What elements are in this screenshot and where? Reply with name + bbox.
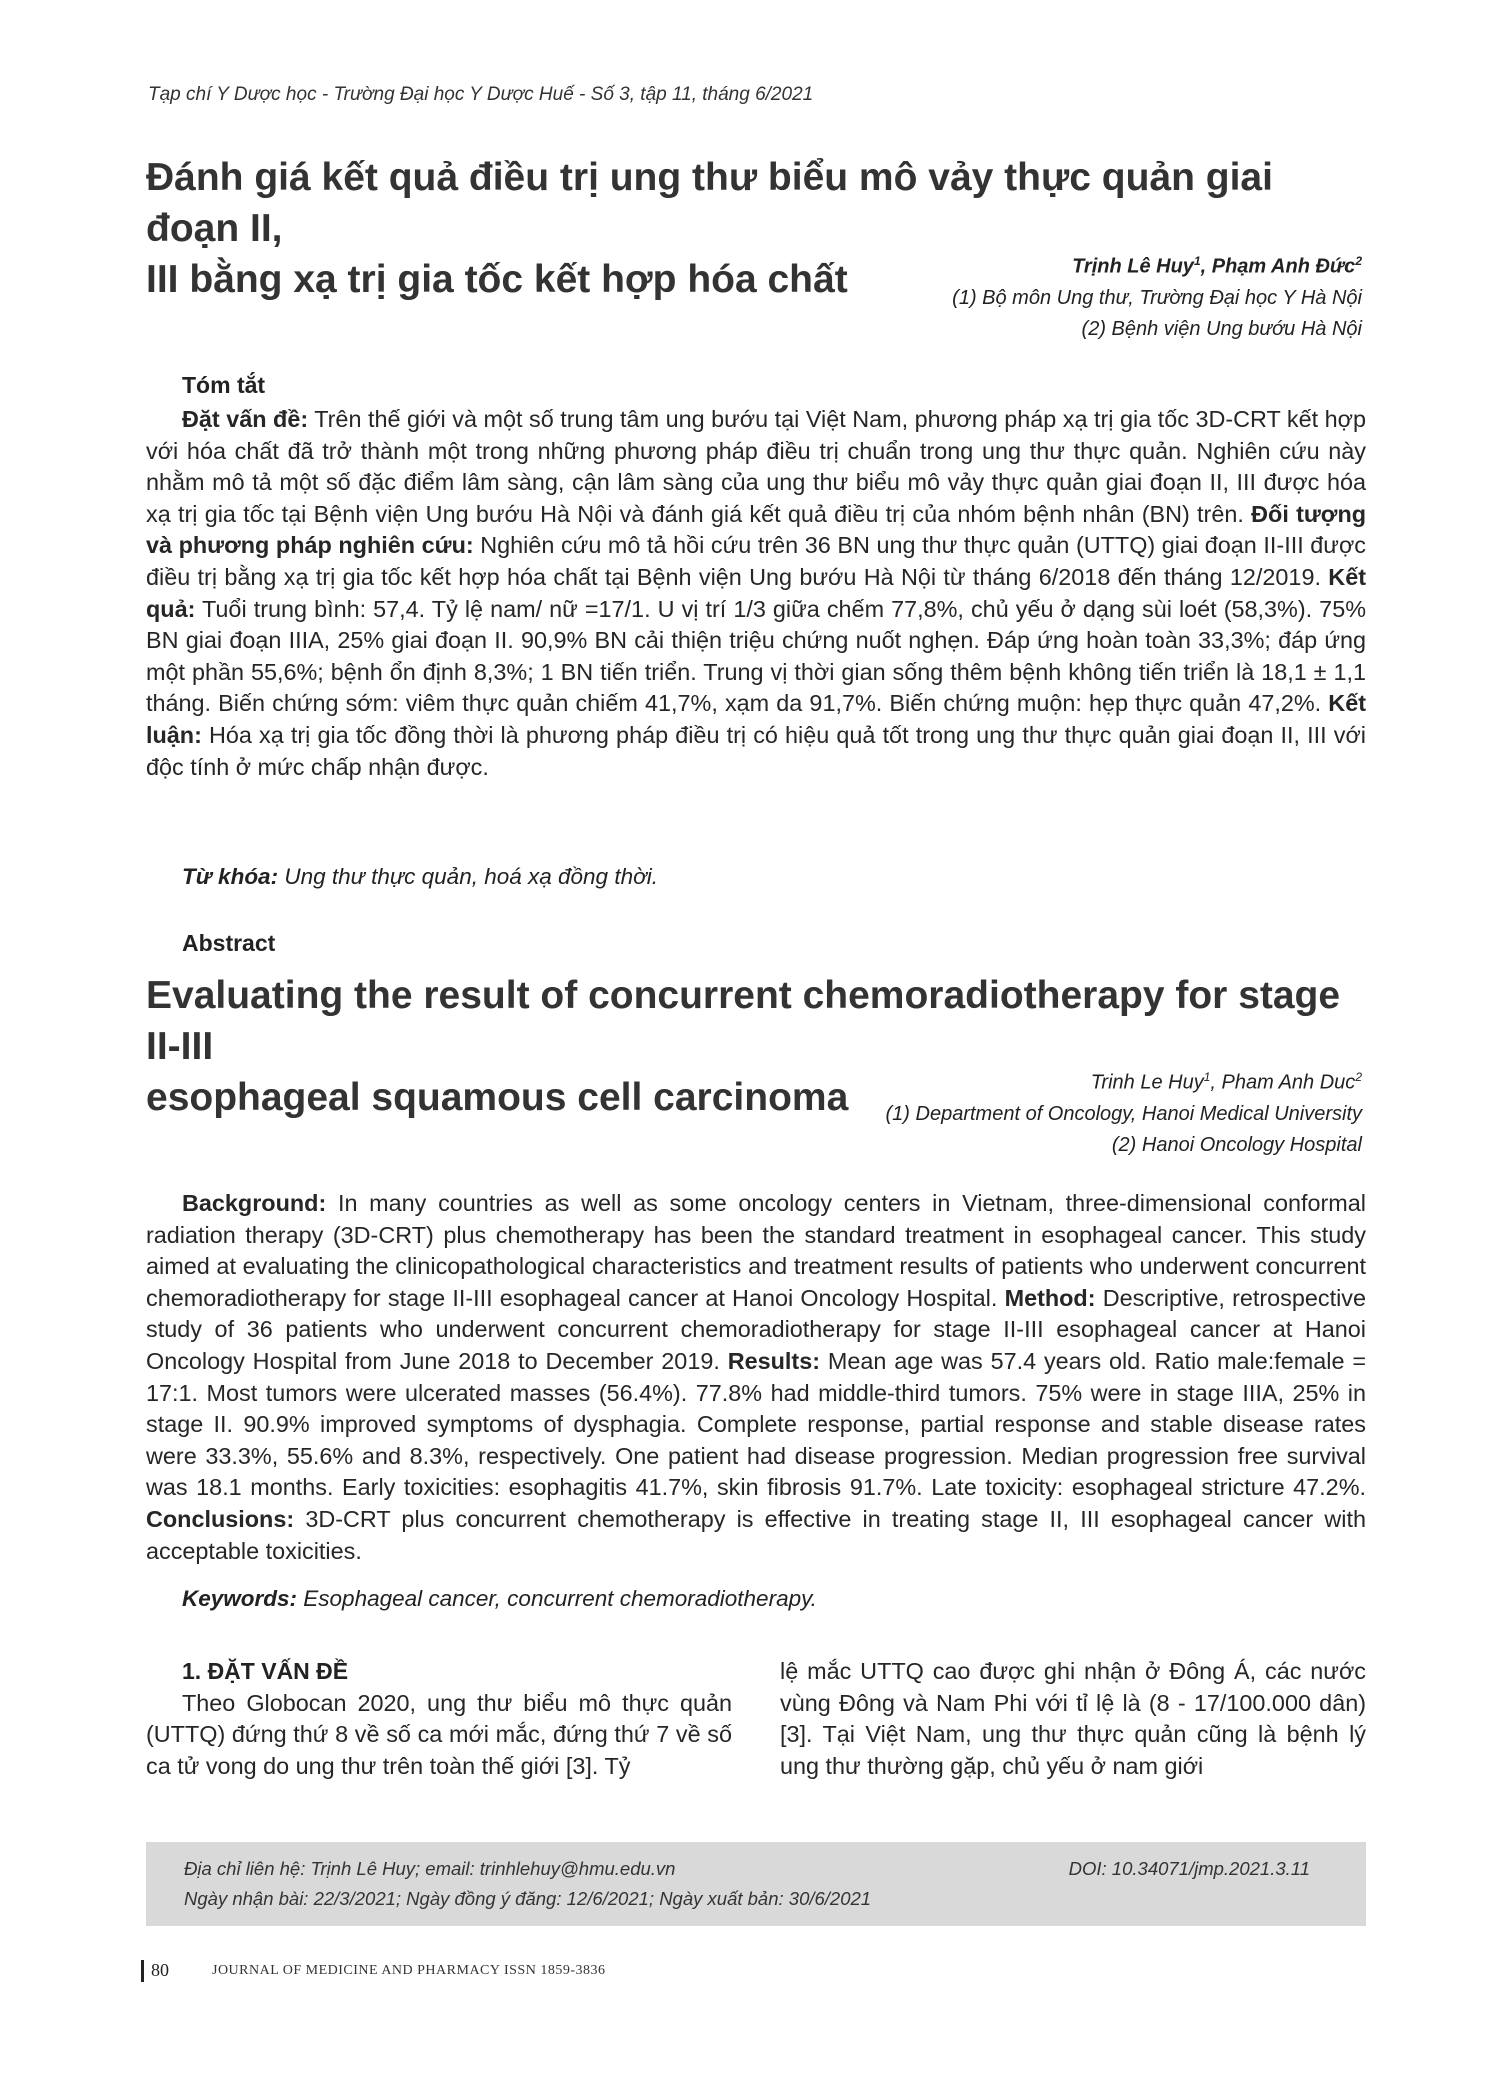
author-sup: 2	[1355, 254, 1362, 268]
section-text: Descriptive, retrospective study of 36 patients who underwent concurrent chemoradiotherapy for stage II-III esophageal cancer at Hanoi Oncology Hospital from June 2018 to December 2019.	[146, 1284, 1366, 1374]
page-number: 80	[151, 1960, 169, 1980]
author-name: Pham Anh Duc	[1221, 1071, 1356, 1094]
section-label: Đặt vấn đề:	[182, 406, 309, 432]
summary-heading: Tóm tắt	[182, 372, 266, 398]
keywords-vi	[182, 864, 658, 890]
title-line: Evaluating the result of concurrent chemoradiotherapy for stage II-III	[146, 974, 1341, 1068]
affiliation: (2) Bệnh viện Ung bướu Hà Nội	[1081, 317, 1362, 340]
abstract-heading: Abstract	[182, 930, 276, 956]
authors-vi	[952, 246, 1362, 345]
affiliation: (2) Hanoi Oncology Hospital	[1111, 1133, 1362, 1156]
intro-paragraph: Theo Globocan 2020, ung thư biểu mô thực quản (UTTQ) đứng thứ 8 về số ca mới mắc, đứng thứ 7 về số ca tử vong do ung thư trên toàn thế giới [3]. Tỷ	[146, 1689, 732, 1779]
author-name: Trinh Le Huy	[1090, 1071, 1204, 1094]
keywords-label: Từ khóa:	[182, 864, 279, 889]
author-sup: 2	[1355, 1070, 1362, 1084]
title-line: Đánh giá kết quả điều trị ung thư biểu mô vảy thực quản giai đoạn II,	[146, 156, 1273, 250]
summary-paragraph	[146, 404, 1366, 783]
section-label: Kết luận:	[146, 690, 1366, 748]
contact-line: Địa chỉ liên hệ: Trịnh Lê Huy; email: trinhlehuy@hmu.edu.vn	[184, 1858, 676, 1879]
abstract-en	[146, 1188, 1366, 1567]
section-text: Hóa xạ trị gia tốc đồng thời là phương pháp điều trị có hiệu quả tốt trong ung thư thực quản giai đoạn II, III với độc tính ở mức chấp nhận được.	[146, 721, 1366, 780]
keywords-label: Keywords:	[182, 1586, 298, 1611]
author-sup: 1	[1193, 254, 1201, 268]
title-line: III bằng xạ trị gia tốc kết hợp hóa chất	[146, 258, 848, 301]
intro-right-column	[780, 1656, 1366, 1782]
section-label: Kết quả:	[146, 563, 1366, 622]
affiliation: (1) Bộ môn Ung thư, Trường Đại học Y Hà Nội	[952, 286, 1362, 309]
dates-line: Ngày nhận bài: 22/3/2021; Ngày đồng ý đăng: 12/6/2021; Ngày xuất bản: 30/6/2021	[184, 1888, 872, 1909]
section-label: Results:	[727, 1347, 820, 1374]
section-label: Method:	[1004, 1284, 1096, 1311]
author-sup: 1	[1203, 1070, 1211, 1084]
author-line	[952, 246, 1362, 283]
intro-heading: 1. ĐẶT VẤN ĐỀ	[182, 1658, 349, 1684]
author-line	[886, 1062, 1362, 1099]
authors-en	[886, 1062, 1362, 1161]
journal-header: Tạp chí Y Dược học - Trường Đại học Y Dược Huế - Số 3, tập 11, tháng 6/2021	[148, 84, 814, 105]
intro-paragraph: lệ mắc UTTQ cao được ghi nhận ở Đông Á, các nước vùng Đông và Nam Phi với tỉ lệ là (8 - 17/100.000 dân) [3]. Tại Việt Nam, ung thư thực quản cũng là bệnh lý ung thư thường gặp, chủ yếu ở nam giới	[780, 1658, 1366, 1779]
abstract-paragraph	[146, 1188, 1366, 1567]
summary-vi	[146, 404, 1366, 783]
keywords-text: Ung thư thực quản, hoá xạ đồng thời.	[278, 864, 658, 889]
section-text: Trên thế giới và một số trung tâm ung bướu tại Việt Nam, phương pháp xạ trị gia tốc 3D-CRT kết hợp với hóa chất đã trở thành một trong những phương pháp điều trị chuẩn trong ung thư thực quản. Nghiên cứu này nhằm mô tả một số đặc điểm lâm sàng, cận lâm sàng của ung thư biểu mô vảy thực quản giai đoạn II, III được hóa xạ trị gia tốc tại Bệnh viện Ung bướu Hà Nội và đánh giá kết quả điều trị của nhóm bệnh nhân (BN) trên.	[146, 406, 1366, 527]
section-text: In many countries as well as some oncology centers in Vietnam, three-dimensional conformal radiation therapy (3D-CRT) plus chemotherapy has been the standard treatment in esophageal cancer. This study aimed at evaluating the clinicopathological characteristics and treatment results of patients who underwent concurrent chemoradiotherapy for stage II-III esophageal cancer at Hanoi Oncology Hospital.	[146, 1190, 1366, 1311]
section-label: Conclusions:	[146, 1505, 295, 1532]
section-text: Tuổi trung bình: 57,4. Tỷ lệ nam/ nữ =17/1. U vị trí 1/3 giữa chếm 77,8%, chủ yếu ở dạng sùi loét (58,3%). 75% BN giai đoạn IIIA, 25% giai đoạn II. 90,9% BN cải thiện triệu chứng nuốt nghẹn. Đáp ứng hoàn toàn 33,3%; đáp ứng một phần 55,6%; bệnh ổn định 8,3%; 1 BN tiến triển. Trung vị thời gian sống thêm bệnh không tiến triển là 18,1 ± 1,1 tháng. Biến chứng sớm: viêm thực quản chiếm 41,7%, xạm da 91,7%. Biến chứng muộn: hẹp thực quản 47,2%.	[146, 595, 1366, 717]
doi: DOI: 10.34071/jmp.2021.3.11	[1068, 1858, 1310, 1879]
author-separator: ,	[1210, 1071, 1222, 1094]
author-name: Phạm Anh Đức	[1211, 255, 1356, 278]
section-text: 3D-CRT plus concurrent chemotherapy is effective in treating stage II, III esophageal cancer with acceptable toxicities.	[146, 1505, 1366, 1564]
page-marker	[141, 1960, 144, 1982]
keywords-en	[182, 1586, 817, 1612]
section-label: Đối tượng và phương pháp nghiên cứu:	[146, 500, 1367, 559]
intro-left-column	[146, 1656, 732, 1782]
title-line: esophageal squamous cell carcinoma	[146, 1076, 849, 1119]
section-text: Nghiên cứu mô tả hồi cứu trên 36 BN ung thư thực quản (UTTQ) giai đoạn II-III được điều trị bằng xạ trị gia tốc kết hợp hóa chất tại Bệnh viện Ung bướu Hà Nội từ tháng 6/2018 đến tháng 12/2019.	[146, 532, 1366, 590]
keywords-text: Esophageal cancer, concurrent chemoradiotherapy.	[297, 1586, 817, 1611]
affiliation: (1) Department of Oncology, Hanoi Medical University	[885, 1102, 1362, 1125]
journal-footer: JOURNAL OF MEDICINE AND PHARMACY ISSN 1859-3836	[212, 1963, 606, 1978]
section-label: Background:	[182, 1190, 327, 1216]
section-text: Mean age was 57.4 years old. Ratio male:female = 17:1. Most tumors were ulcerated masses (56.4%). 77.8% had middle-third tumors. 75% were in stage IIIA, 25% in stage II. 90.9% improved symptoms of dysphagia. Complete response, partial response and stable disease rates were 33.3%, 55.6% and 8.3%, respectively. One patient had disease progression. Median progression free survival was 18.1 months. Early toxicities: esophagitis 41.7%, skin fibrosis 91.7%. Late toxicity: esophageal stricture 47.2%.	[146, 1347, 1366, 1501]
author-name: Trịnh Lê Huy	[1072, 255, 1194, 278]
contact-box	[146, 1842, 1366, 1926]
author-separator: ,	[1200, 255, 1212, 278]
